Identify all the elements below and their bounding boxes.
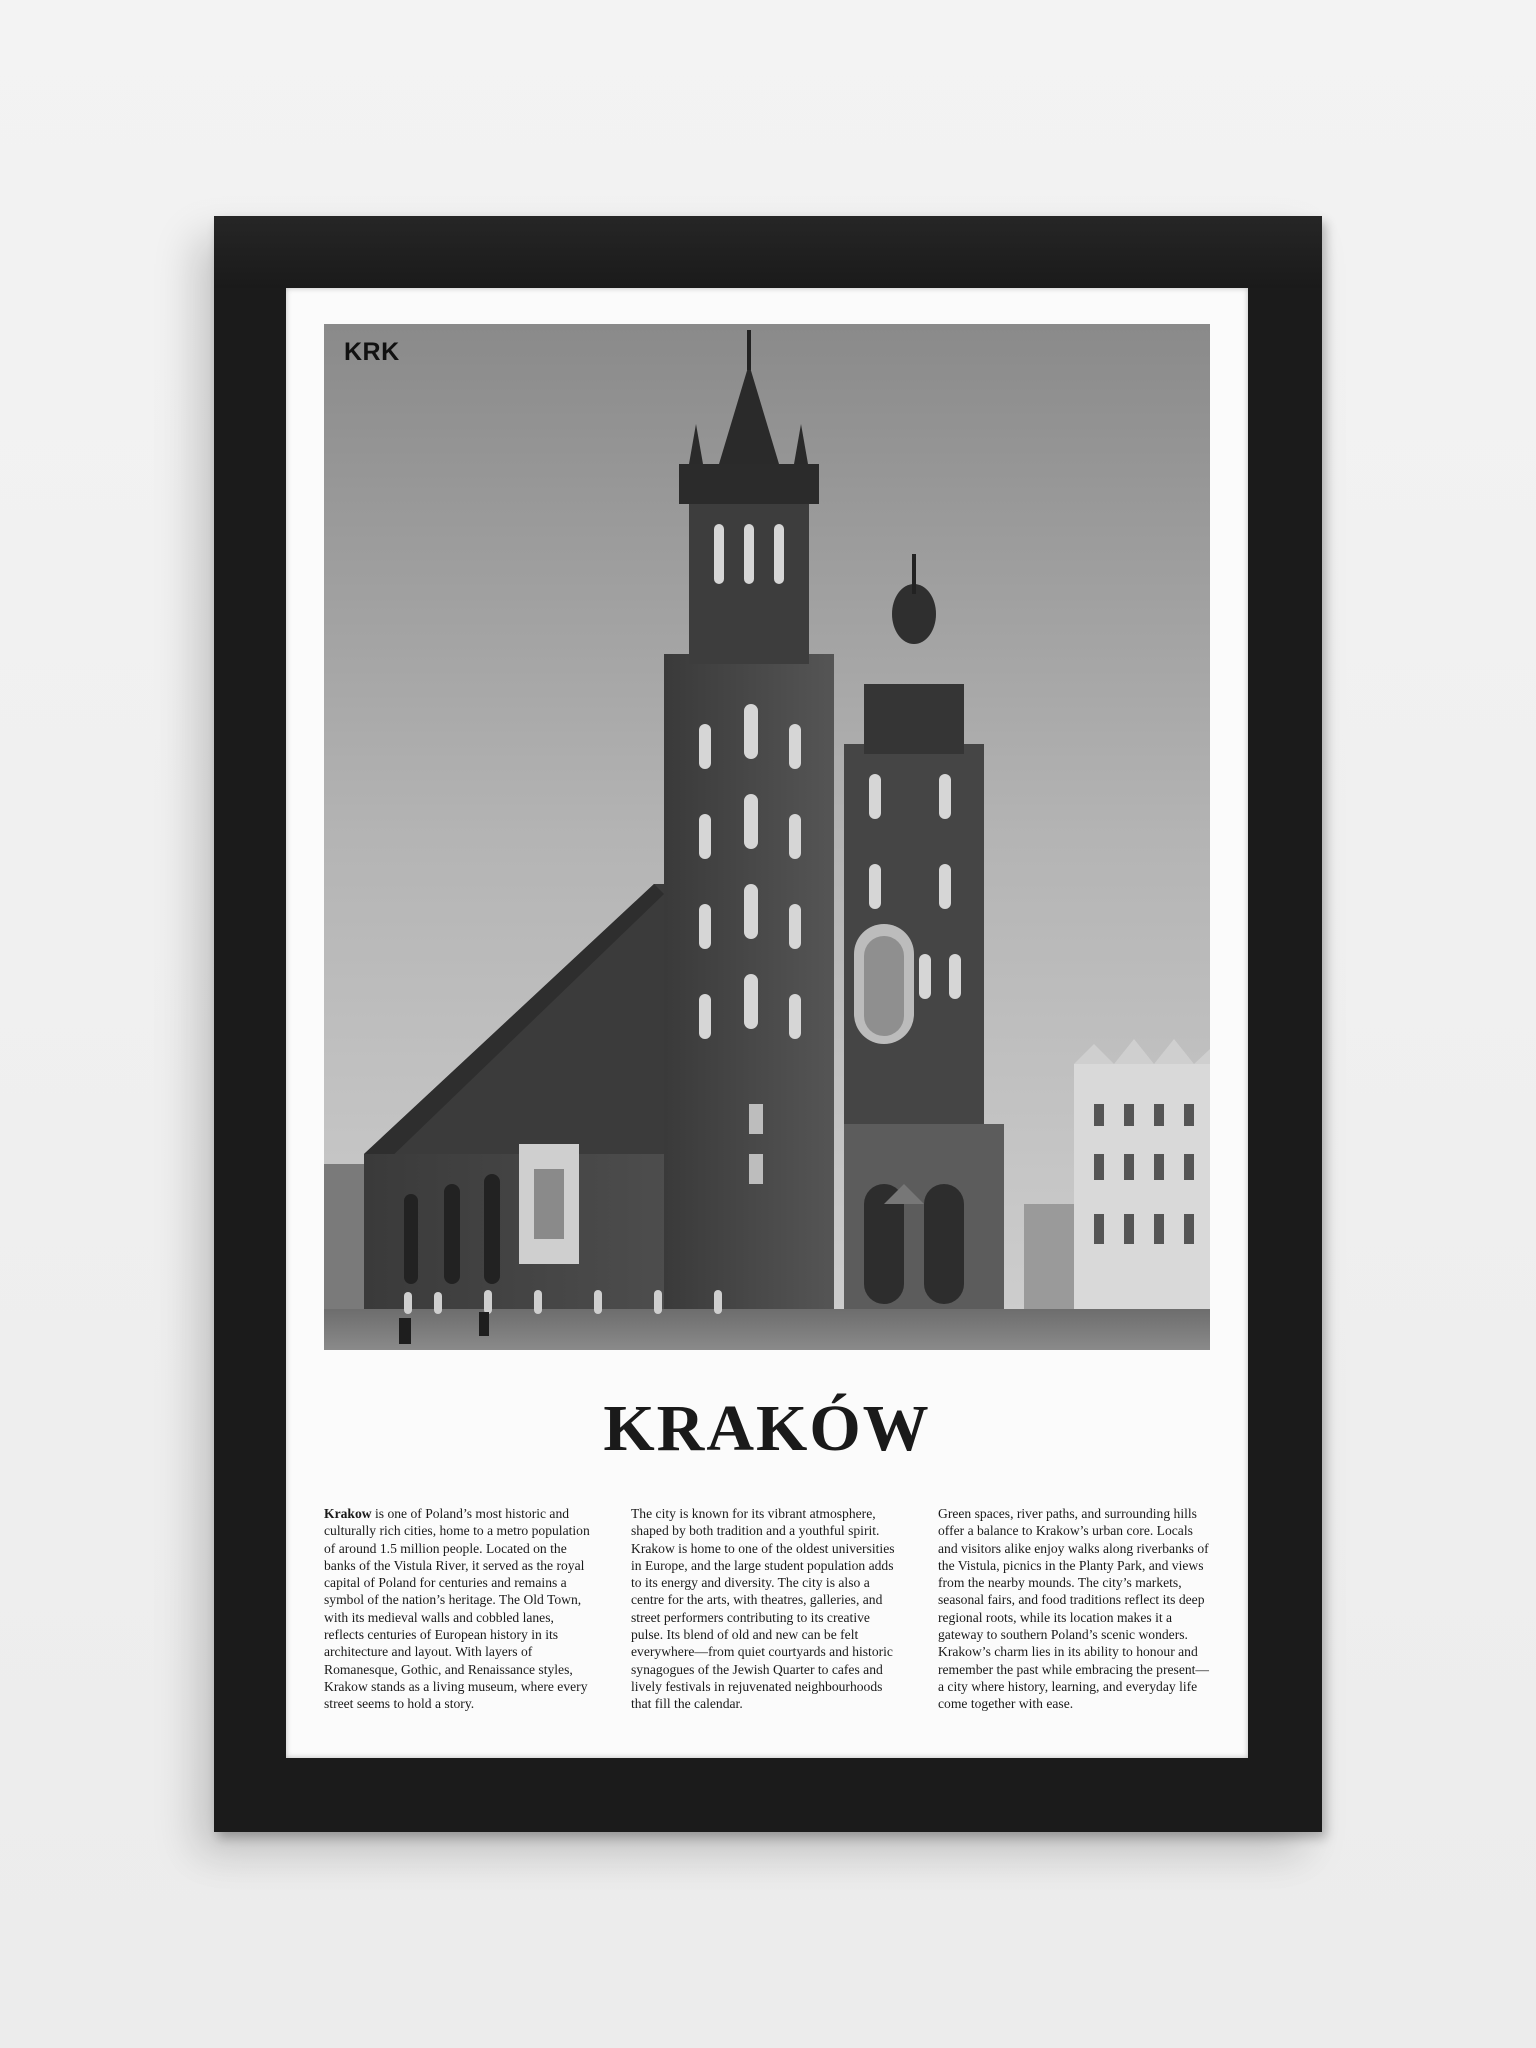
text-column-1	[324, 1505, 596, 1713]
column-text: The city is known for its vibrant atmosphere, shaped by both tradition and a youthful spirit. Krakow is home to one of the oldest universities in Europe, and the large student population adds to its energy and diversity. The city is also a centre for the arts, with theatres, galleries, and street performers contributing to its creative pulse. Its blend of old and new can be felt everywhere—from quiet courtyards and historic synagogues of the Jewish Quarter to cafes and lively festivals in rejuvenated neighbourhoods that fill the calendar.	[631, 1506, 895, 1712]
column-lead: Krakow	[324, 1506, 372, 1521]
picture-frame	[214, 216, 1322, 1832]
text-column-3	[938, 1505, 1210, 1713]
church-photo	[324, 324, 1210, 1350]
text-columns	[324, 1505, 1210, 1713]
column-text: is one of Poland’s most historic and culturally rich cities, home to a metro population of around 1.5 million people. Located on the banks of the Vistula River, it served as the royal capital of Poland for centuries and remains a symbol of the nation’s heritage. The Old Town, with its medieval walls and cobbled lanes, reflects centuries of European history in its architecture and layout. With layers of Romanesque, Gothic, and Renaissance styles, Krakow stands as a living museum, where every street seems to hold a story.	[324, 1506, 590, 1712]
poster-title: KRAKÓW	[603, 1392, 931, 1465]
text-column-2	[631, 1505, 903, 1713]
city-code: KRK	[344, 338, 400, 366]
st-marys-basilica-illustration	[324, 324, 1210, 1350]
poster-mat	[286, 288, 1248, 1758]
column-text: Green spaces, river paths, and surrounding hills offer a balance to Krakow’s urban core. Locals and visitors alike enjoy walks along riverbanks of the Vistula, picnics in the Planty Park, and views from the nearby mounds. The city’s markets, seasonal fairs, and food traditions reflect its deep regional roots, while its location makes it a gateway to southern Poland’s scenic wonders. Krakow’s charm lies in its ability to honour and remember the past while embracing the present—a city where history, learning, and everyday life come together with ease.	[938, 1506, 1210, 1712]
frame-top-edge	[214, 216, 1322, 288]
